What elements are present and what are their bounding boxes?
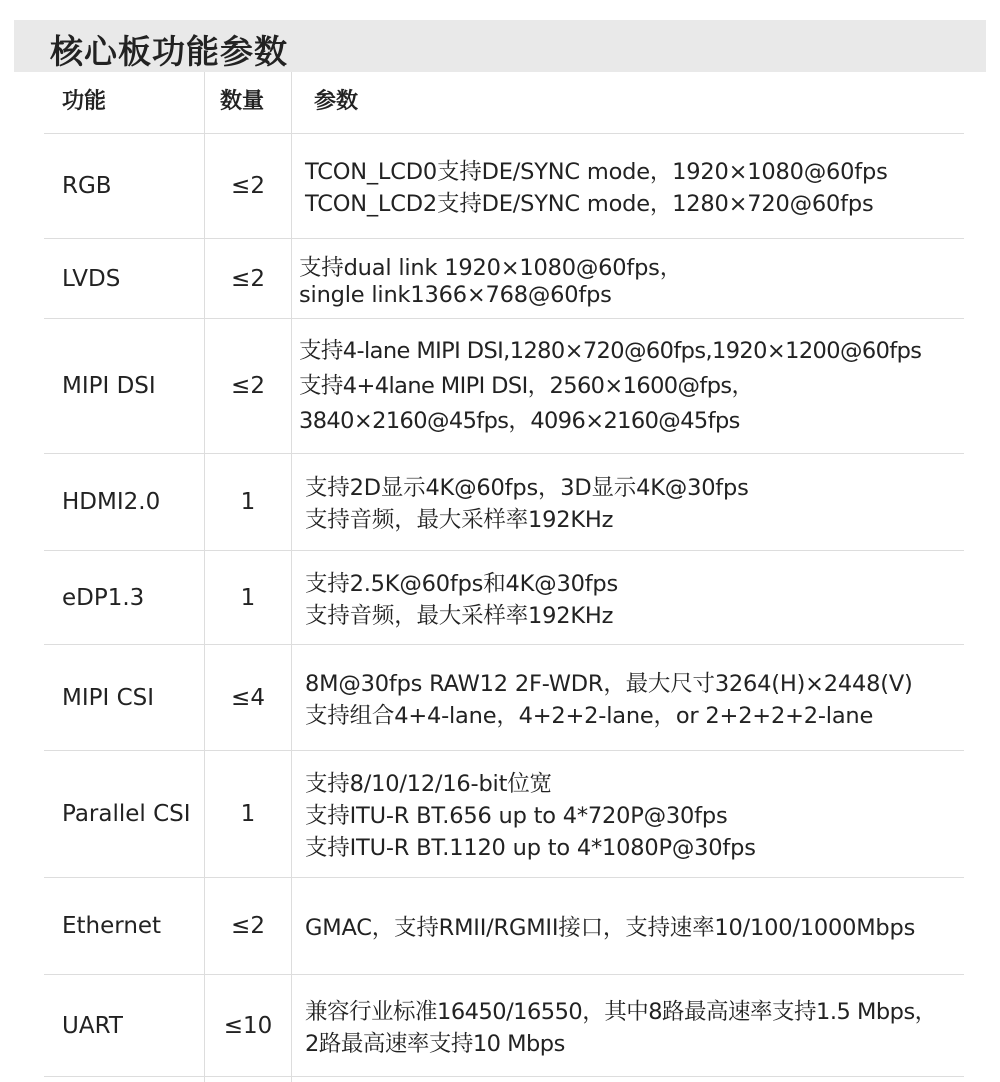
parameter-line: 支持音频，最大采样率192KHz	[305, 602, 614, 629]
table-row	[44, 878, 964, 975]
table-row	[44, 134, 964, 239]
quantity-cell: ≤2	[231, 265, 265, 292]
parameter-line: 支持dual link 1920×1080@60fps，	[299, 254, 683, 281]
parameter-line: 支持8/10/12/16-bit位宽	[305, 771, 552, 797]
parameter-line: TCON_LCD0支持DE/SYNC mode，1920×1080@60fps	[305, 159, 888, 185]
parameter-line: 支持4+4lane MIPI DSI，2560×1600@fps，	[299, 372, 754, 399]
table-row	[44, 319, 964, 454]
parameter-line: 3840×2160@45fps，4096×2160@45fps	[299, 407, 740, 434]
parameter-cell	[305, 751, 756, 877]
quantity-cell: 1	[240, 584, 256, 611]
title-bar	[14, 20, 986, 72]
parameter-line: 兼容行业标准16450/16550，其中8路最高速率支持1.5 Mbps，	[305, 998, 937, 1025]
parameter-line: GMAC，支持RMII/RGMII接口，支持速率10/100/1000Mbps	[305, 915, 916, 941]
parameter-line: 支持ITU-R BT.1120 up to 4*1080P@30fps	[305, 835, 756, 861]
quantity-cell: ≤2	[231, 913, 265, 939]
parameter-line: 2路最高速率支持10 Mbps	[305, 1030, 565, 1057]
header-quantity: 数量	[220, 89, 265, 114]
parameter-line: 支持4-lane MIPI DSI,1280×720@60fps,1920×1200@60fps	[299, 337, 922, 364]
parameter-line: 支持ITU-R BT.656 up to 4*720P@30fps	[305, 803, 728, 829]
quantity-cell: 1	[240, 489, 256, 515]
function-cell: eDP1.3	[62, 584, 145, 611]
function-cell: HDMI2.0	[62, 489, 161, 515]
function-cell: RGB	[62, 173, 112, 199]
parameter-cell	[305, 551, 618, 644]
parameter-line: 支持2.5K@60fps和4K@30fps	[305, 570, 619, 597]
parameter-line: 支持音频，最大采样率192KHz	[305, 507, 614, 533]
table-row	[44, 751, 964, 878]
parameter-cell	[299, 319, 921, 453]
table-row	[44, 645, 964, 751]
parameter-cell	[305, 134, 888, 238]
parameter-cell	[305, 975, 937, 1076]
header-parameters: 参数	[314, 89, 359, 114]
parameter-cell	[299, 239, 682, 318]
quantity-cell: ≤2	[231, 173, 265, 199]
parameter-cell	[305, 645, 913, 750]
function-cell: MIPI DSI	[62, 373, 156, 399]
function-cell: Ethernet	[62, 913, 162, 939]
page-title: 核心板功能参数	[50, 32, 288, 71]
quantity-cell: ≤4	[231, 684, 265, 711]
parameter-line: 支持组合4+4-lane，4+2+2-lane，or 2+2+2+2-lane	[305, 702, 874, 729]
header-function: 功能	[62, 89, 107, 114]
table-header	[44, 72, 964, 134]
table-row	[44, 239, 964, 319]
function-cell: MIPI CSI	[62, 684, 155, 711]
parameter-cell	[305, 454, 749, 550]
quantity-cell: ≤10	[223, 1012, 273, 1039]
parameter-line: single link1366×768@60fps	[299, 281, 612, 308]
table-row	[44, 551, 964, 645]
table-row	[44, 454, 964, 551]
parameter-line: TCON_LCD2支持DE/SYNC mode，1280×720@60fps	[305, 191, 874, 217]
function-cell: Parallel CSI	[62, 801, 191, 827]
function-cell: LVDS	[62, 265, 121, 292]
function-cell: UART	[62, 1012, 123, 1039]
parameter-line: 8M@30fps RAW12 2F-WDR，最大尺寸3264(H)×2448(V)	[305, 670, 913, 697]
table-row	[44, 975, 964, 1077]
parameter-line: 支持2D显示4K@60fps，3D显示4K@30fps	[305, 475, 749, 501]
parameter-cell	[305, 878, 915, 974]
quantity-cell: 1	[240, 801, 256, 827]
quantity-cell: ≤2	[231, 373, 265, 399]
